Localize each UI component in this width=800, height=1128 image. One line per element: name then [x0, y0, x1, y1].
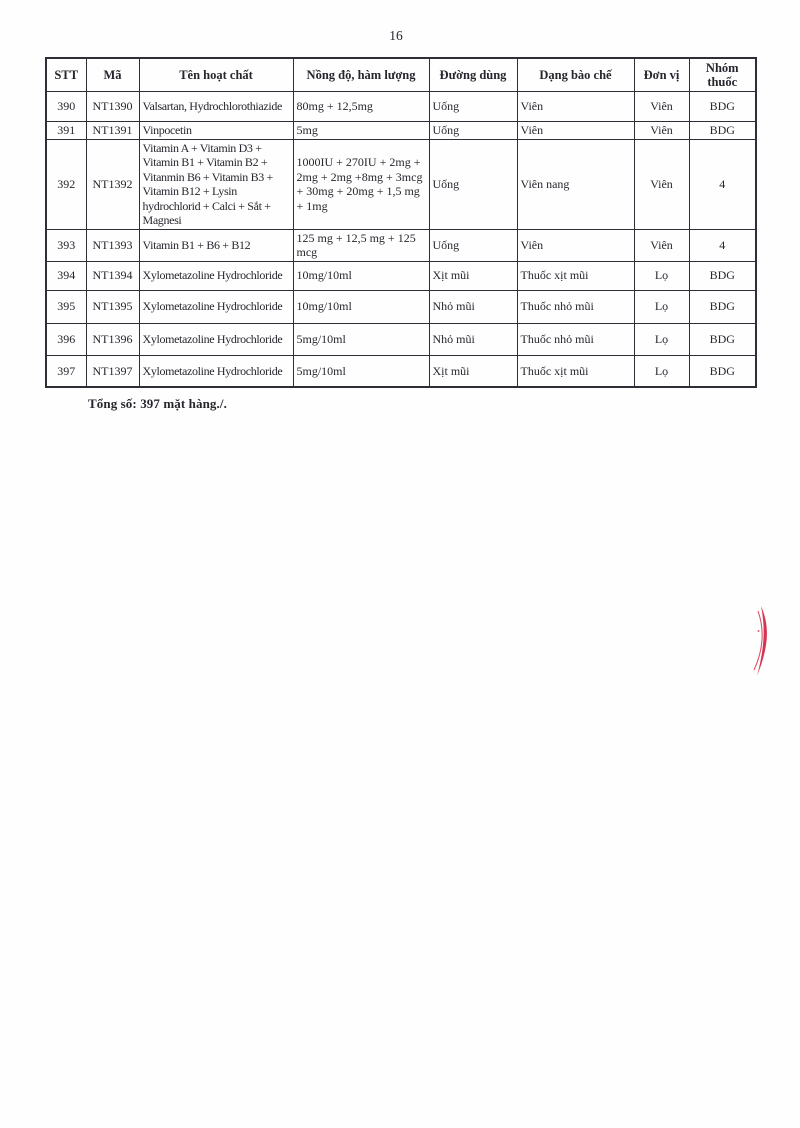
cell-nong-do-ham-luong: 1000IU + 270IU + 2mg + 2mg + 2mg +8mg + 3mcg + 30mg + 20mg + 1,5 mg + 1mg [293, 139, 429, 229]
cell-nong-do-ham-luong: 5mg/10ml [293, 323, 429, 355]
table-row [46, 261, 756, 290]
cell-ma: NT1394 [86, 261, 139, 290]
cell-dang-bao-che: Viên [517, 229, 634, 261]
cell-don-vi: Lọ [634, 355, 689, 387]
header-row [46, 58, 756, 91]
cell-nhom-thuoc: BDG [689, 121, 756, 139]
cell-ten-hoat-chat: Vitamin B1 + B6 + B12 [139, 229, 293, 261]
cell-don-vi: Lọ [634, 323, 689, 355]
cell-stt: 395 [46, 290, 86, 323]
cell-ten-hoat-chat: Xylometazoline Hydrochloride [139, 261, 293, 290]
cell-ma: NT1396 [86, 323, 139, 355]
cell-ten-hoat-chat: Xylometazoline Hydrochloride [139, 323, 293, 355]
column-header-nong-do-ham-luong: Nồng độ, hàm lượng [293, 58, 429, 91]
cell-don-vi: Viên [634, 229, 689, 261]
cell-don-vi: Viên [634, 121, 689, 139]
cell-nong-do-ham-luong: 10mg/10ml [293, 290, 429, 323]
stamp-speck [758, 630, 760, 632]
cell-nhom-thuoc: BDG [689, 261, 756, 290]
table-row [46, 121, 756, 139]
cell-nong-do-ham-luong: 80mg + 12,5mg [293, 91, 429, 121]
red-stamp-arc-icon [751, 604, 771, 678]
cell-ma: NT1390 [86, 91, 139, 121]
cell-don-vi: Viên [634, 91, 689, 121]
cell-don-vi: Lọ [634, 290, 689, 323]
cell-stt: 390 [46, 91, 86, 121]
cell-stt: 393 [46, 229, 86, 261]
cell-nhom-thuoc: BDG [689, 290, 756, 323]
cell-nong-do-ham-luong: 5mg/10ml [293, 355, 429, 387]
cell-nhom-thuoc: BDG [689, 355, 756, 387]
cell-nhom-thuoc: 4 [689, 229, 756, 261]
cell-nong-do-ham-luong: 10mg/10ml [293, 261, 429, 290]
cell-ten-hoat-chat: Vitamin A + Vitamin D3 + Vitamin B1 + Vitamin B2 + Vitanmin B6 + Vitamin B3 + Vitamin B12 + Lysin hydrochlorid + Calci + Sắt + Magnesi [139, 139, 293, 229]
column-header-nhom-thuoc: Nhóm thuốc [689, 58, 756, 91]
table-row [46, 229, 756, 261]
drug-table [45, 57, 757, 388]
cell-dang-bao-che: Thuốc nhỏ mũi [517, 323, 634, 355]
column-header-don-vi: Đơn vị [634, 58, 689, 91]
table-row [46, 355, 756, 387]
cell-stt: 394 [46, 261, 86, 290]
column-header-stt: STT [46, 58, 86, 91]
cell-stt: 392 [46, 139, 86, 229]
cell-don-vi: Lọ [634, 261, 689, 290]
cell-duong-dung: Xịt mũi [429, 355, 517, 387]
cell-ten-hoat-chat: Xylometazoline Hydrochloride [139, 355, 293, 387]
cell-duong-dung: Uống [429, 91, 517, 121]
table-row [46, 139, 756, 229]
table-body [46, 91, 756, 387]
cell-ten-hoat-chat: Valsartan, Hydrochlorothiazide [139, 91, 293, 121]
column-header-ten-hoat-chat: Tên hoạt chất [139, 58, 293, 91]
cell-stt: 396 [46, 323, 86, 355]
cell-duong-dung: Uống [429, 139, 517, 229]
cell-dang-bao-che: Thuốc nhỏ mũi [517, 290, 634, 323]
cell-nhom-thuoc: BDG [689, 91, 756, 121]
cell-nong-do-ham-luong: 5mg [293, 121, 429, 139]
cell-ma: NT1397 [86, 355, 139, 387]
cell-nhom-thuoc: BDG [689, 323, 756, 355]
cell-ten-hoat-chat: Vinpocetin [139, 121, 293, 139]
total-count-line: Tổng số: 397 mặt hàng./. [88, 396, 227, 411]
cell-duong-dung: Nhỏ mũi [429, 290, 517, 323]
table-row [46, 323, 756, 355]
page-number: 16 [389, 28, 403, 43]
cell-ten-hoat-chat: Xylometazoline Hydrochloride [139, 290, 293, 323]
cell-dang-bao-che: Viên [517, 121, 634, 139]
column-header-ma: Mã [86, 58, 139, 91]
cell-dang-bao-che: Thuốc xịt mũi [517, 261, 634, 290]
cell-duong-dung: Uống [429, 121, 517, 139]
cell-ma: NT1395 [86, 290, 139, 323]
cell-don-vi: Viên [634, 139, 689, 229]
table-header [46, 58, 756, 91]
cell-duong-dung: Uống [429, 229, 517, 261]
cell-ma: NT1392 [86, 139, 139, 229]
cell-nhom-thuoc: 4 [689, 139, 756, 229]
column-header-duong-dung: Đường dùng [429, 58, 517, 91]
table-row [46, 290, 756, 323]
cell-dang-bao-che: Viên nang [517, 139, 634, 229]
cell-duong-dung: Xịt mũi [429, 261, 517, 290]
cell-dang-bao-che: Viên [517, 91, 634, 121]
cell-dang-bao-che: Thuốc xịt mũi [517, 355, 634, 387]
cell-ma: NT1393 [86, 229, 139, 261]
column-header-dang-bao-che: Dạng bào chế [517, 58, 634, 91]
cell-stt: 397 [46, 355, 86, 387]
cell-duong-dung: Nhỏ mũi [429, 323, 517, 355]
table-row [46, 91, 756, 121]
cell-nong-do-ham-luong: 125 mg + 12,5 mg + 125 mcg [293, 229, 429, 261]
cell-stt: 391 [46, 121, 86, 139]
cell-ma: NT1391 [86, 121, 139, 139]
